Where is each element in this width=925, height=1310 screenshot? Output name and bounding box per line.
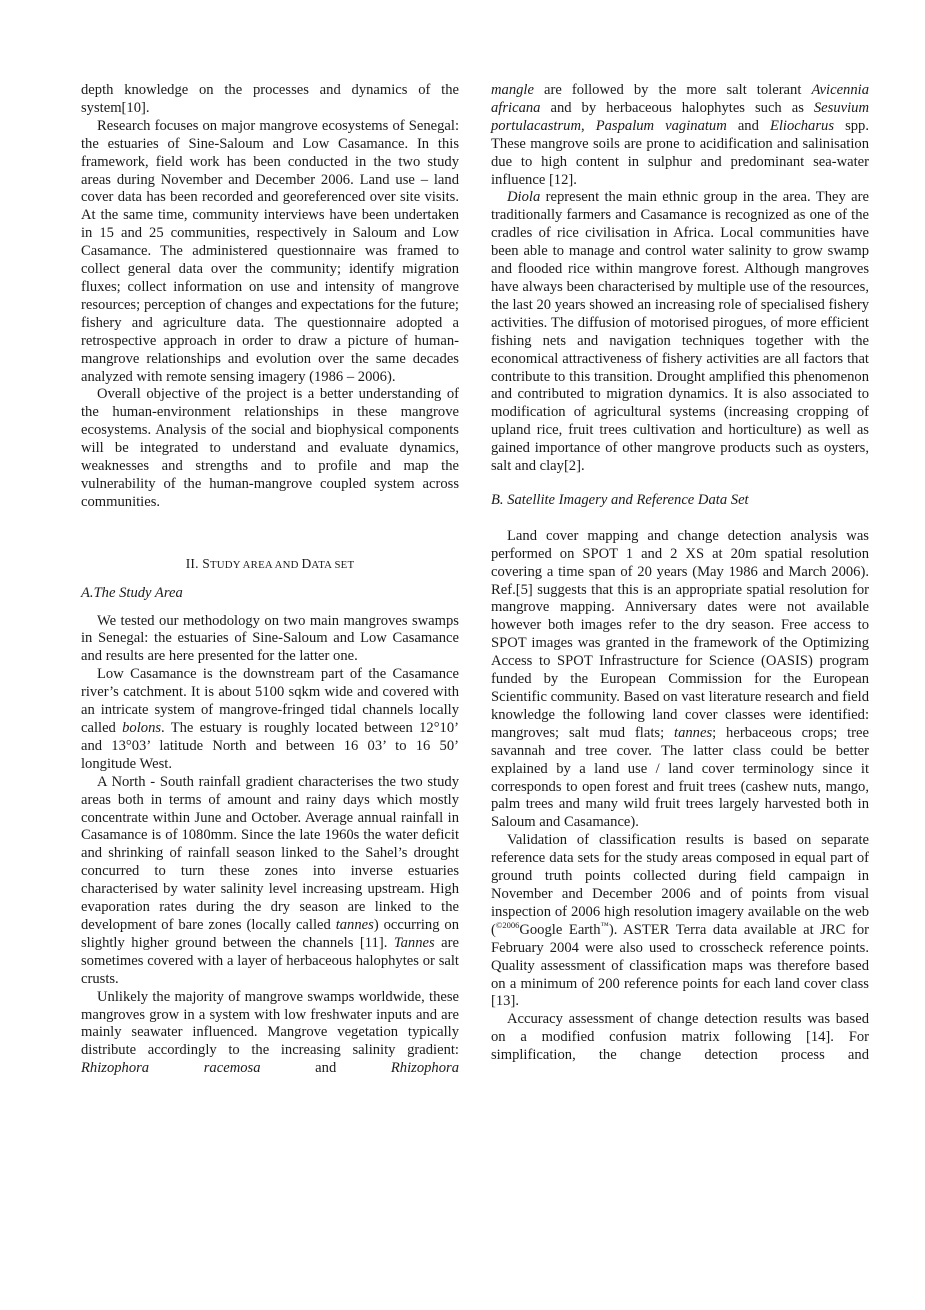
paragraph-land-cover-mapping: Land cover mapping and change detection analysis was performed on SPOT 1 and 2 XS at 20m spatial resolution covering a time span of 20 years (May 1986 and March 2006). Ref.[5] suggests that this is an appropriate spatial resolution for mangrove mapping. Anniversary dates were not available however both images refer to the dry season. Free access to SPOT images was granted in the framework of the Optimizing Access to SPOT Infrastructure for Science (OASIS) program funded by the European Commission for the European Scientific community. Based on vast literature research and field knowledge the following land cover classes were identified: mangroves; salt mud flats; tannes; herbaceous crops; tree savannah and tree cover. The latter class could be better explained by a land use / land cover terminology since it corresponds to open forest and fruit trees (cashew nuts, mango, palm trees and many wild fruit trees largely harvested both in Saloum and Casamance). xyxy=(491,527,869,831)
paragraph-mangroves: Unlikely the majority of mangrove swamps worldwide, these mangroves grow in a system with low freshwater inputs and are mainly seawater influenced. Mangrove vegetation typically distribute accordingly to the increasing salinity gradient: Rhizophora racemosa and Rhizophora xyxy=(81,988,459,1077)
left-column xyxy=(81,82,459,1078)
subsection-heading-study-area: A.The Study Area xyxy=(81,584,183,601)
paragraph-continuation: depth knowledge on the processes and dynamics of the system[10]. xyxy=(81,82,459,116)
paragraph-validation: Validation of classification results is based on separate reference data sets for the study areas composed in equal part of ground truth points collected during field campaign in November and December 2006 and of points from visual inspection of 2006 high resolution imagery available on the web ($^{©2006}$Google Earth™). ASTER Terra data available at JRC for February 2004 were also used to crosscheck reference points. Quality assessment of classification maps was therefore based on a minimum of 200 reference points for each land cover class [13]. xyxy=(491,832,869,1010)
paragraph-diola: Diola represent the main ethnic group in the area. They are traditionally farmers and Casamance is recognized as one of the cradles of rice civilisation in Africa. Local communities have been able to manage and control water salinity to grow swamp and flooded rice within mangrove forest. Although mangroves have always been characterised by multiple use of the resources, the last 20 years showed an increasing role of specialised fishery activities. The diffusion of motorised pirogues, of more efficient fishing nets and navigation techniques together with the economical attractiveness of fishery activities are all factors that contribute to this transition. Drought amplified this phenomenon and contributed to migration dynamics. It is also associated to modification of agricultural systems (increasing cropping of upland rice, fruit trees cultivation and horticulture) as well as gained importance of other mangrove products such as oysters, salt and clay[2]. xyxy=(491,189,869,475)
paragraph-overall-objective: Overall objective of the project is a better understanding of the human-environment relationships in these mangrove ecosystems. Analysis of the social and biophysical components will be integrated to understand and evaluate dynamics, weaknesses and strengths and to profile and map the vulnerability of the human-mangrove coupled system across communities. xyxy=(81,386,459,510)
paragraph-accuracy-assessment: Accuracy assessment of change detection results was based on a modified confusion matrix following [14]. For simplification, the change detection process and xyxy=(491,1011,869,1064)
subsection-heading-satellite-imagery: B. Satellite Imagery and Reference Data Set xyxy=(491,491,749,508)
paragraph-methodology: We tested our methodology on two main mangroves swamps in Senegal: the estuaries of Sine-Saloum and Low Casamance and results are here presented for the latter one. xyxy=(81,612,459,665)
paragraph-low-casamance: Low Casamance is the downstream part of the Casamance river’s catchment. It is about 5100 sqkm wide and covered with an intricate system of mangrove-fringed tidal channels locally called bolons. The estuary is roughly located between 12°10’ and 13°03’ latitude North and between 16 03’ to 16 50’ longitude West. xyxy=(81,666,459,772)
section-heading-study-area: II. STUDY AREA AND DATA SET xyxy=(185,555,355,571)
paragraph-mangrove-species: mangle are followed by the more salt tolerant Avicennia africana and by herbaceous halophytes such as Sesuvium portulacastrum, Paspalum vaginatum and Eliocharus spp. These mangrove soils are prone to acidification and salinisation due to high content in sulphur and predominant sea-water influence [12]. xyxy=(491,82,869,188)
paragraph-research-focus: Research focuses on major mangrove ecosystems of Senegal: the estuaries of Sine-Saloum and Low Casamance. In this framework, field work has been conducted in the two study areas during November and December 2006. Land use – land cover data has been recorded and georeferenced over site visits. At the same time, community interviews have been undertaken in 15 and 25 communities, respectively in Saloum and Low Casamance. The administered questionnaire was framed to collect general data over the community; identify migration fluxes; collect information on use and intensity of mangrove resources; perception of changes and expectations for the future; fishery and agriculture data. The questionnaire adopted a retrospective approach in order to draw a picture of human-mangrove relationships and evolution over the same decades analyzed with remote sensing imagery (1986 – 2006). xyxy=(81,117,459,385)
right-column xyxy=(491,82,869,1065)
paragraph-rainfall: A North - South rainfall gradient characterises the two study areas both in terms of amount and rainy days which mostly concentrate within June and October. Average annual rainfall in Casamance is of 1080mm. Since the late 1960s the water deficit and shrinking of rainfall season linked to the Sahel’s drought concurred to turn these zones into inverse estuaries characterised by water salinity level increasing upstream. High evaporation rates during the dry season are linked to the development of bare zones (locally called tannes) occurring on slightly higher ground between the channels [11]. Tannes are sometimes covered with a layer of herbaceous halophytes or salt crusts. xyxy=(81,773,459,987)
